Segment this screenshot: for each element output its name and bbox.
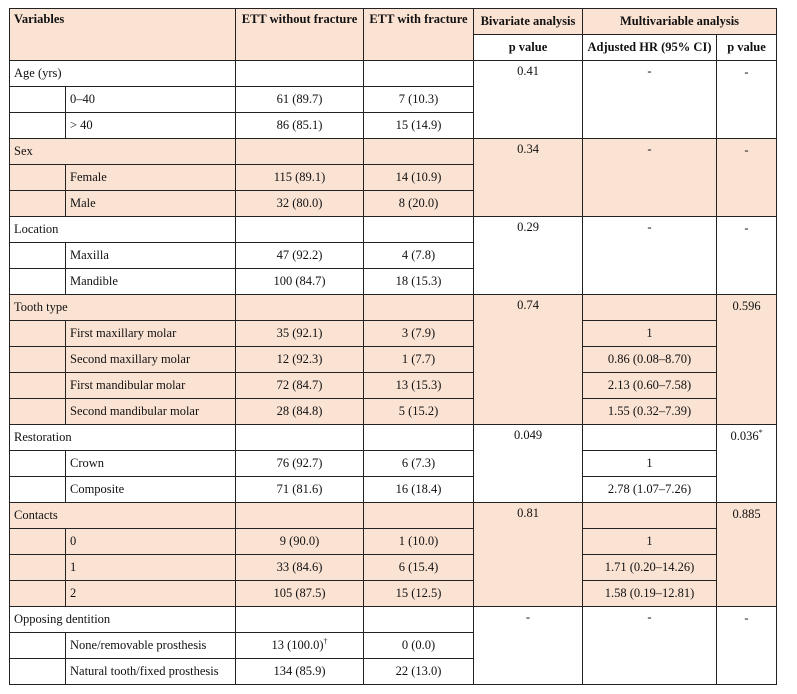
ett-without-fracture-value: 12 (92.3) <box>276 352 323 367</box>
adjusted-hr: - <box>583 217 717 295</box>
bivariate-p-value: 0.41 <box>474 61 583 139</box>
table-row <box>10 555 777 581</box>
adjusted-hr: - <box>583 139 717 217</box>
ett-without-fracture-cell <box>236 581 364 607</box>
table-row <box>10 373 777 399</box>
ett-with-fracture-value: 18 (15.3) <box>364 269 474 295</box>
indent-cell <box>10 373 66 399</box>
ett-without-fracture-value: 76 (92.7) <box>276 456 323 471</box>
ett-with-fracture-value: 5 (15.2) <box>364 399 474 425</box>
adjusted-hr: - <box>583 607 717 685</box>
header-multivariable-analysis: Multivariable analysis <box>583 9 777 35</box>
adjusted-hr: - <box>583 61 717 139</box>
row-label: Maxilla <box>66 243 236 269</box>
ett-with-fracture-value: 16 (18.4) <box>364 477 474 503</box>
ett-without-fracture-value: 115 (89.1) <box>273 170 326 185</box>
row-label: Natural tooth/fixed prosthesis <box>66 659 236 685</box>
multivariable-p-value: 0.885 <box>732 507 761 522</box>
indent-cell <box>10 191 66 217</box>
row-label: Second mandibular molar <box>66 399 236 425</box>
indent-cell <box>10 165 66 191</box>
table-row <box>10 321 777 347</box>
group-row <box>10 217 777 243</box>
multivariable-p-value: 0.596 <box>732 299 761 314</box>
row-label: Crown <box>66 451 236 477</box>
group-row <box>10 139 777 165</box>
hr-empty-cell <box>583 295 717 321</box>
group-label: Contacts <box>10 503 236 529</box>
group-label: Opposing dentition <box>10 607 236 633</box>
group-label: Location <box>10 217 236 243</box>
table-row <box>10 399 777 425</box>
adjusted-hr-value: 1 <box>583 451 717 477</box>
row-label: First maxillary molar <box>66 321 236 347</box>
group-empty-cell <box>236 503 364 529</box>
adjusted-hr-value: 0.86 (0.08–8.70) <box>583 347 717 373</box>
hr-empty-cell <box>583 425 717 451</box>
ett-without-fracture-cell <box>236 87 364 113</box>
group-empty-cell <box>236 607 364 633</box>
row-label: Second maxillary molar <box>66 347 236 373</box>
header-bivariate-analysis: Bivariate analysis <box>474 9 583 35</box>
ett-with-fracture-value: 8 (20.0) <box>364 191 474 217</box>
ett-with-fracture-value: 3 (7.9) <box>364 321 474 347</box>
multivariable-p-value: - <box>744 611 749 626</box>
group-empty-cell <box>236 139 364 165</box>
ett-with-fracture-value: 6 (15.4) <box>364 555 474 581</box>
ett-without-fracture-cell <box>236 321 364 347</box>
ett-with-fracture-value: 4 (7.8) <box>364 243 474 269</box>
bivariate-p-value: 0.81 <box>474 503 583 607</box>
multivariable-p-value: - <box>744 65 749 80</box>
ett-without-fracture-value: 47 (92.2) <box>276 248 323 263</box>
ett-with-fracture-value: 15 (14.9) <box>364 113 474 139</box>
table-row <box>10 477 777 503</box>
indent-cell <box>10 269 66 295</box>
ett-without-fracture-cell <box>236 243 364 269</box>
ett-with-fracture-value: 13 (15.3) <box>364 373 474 399</box>
ett-with-fracture-value: 1 (10.0) <box>364 529 474 555</box>
bivariate-p-value: 0.34 <box>474 139 583 217</box>
indent-cell <box>10 87 66 113</box>
indent-cell <box>10 529 66 555</box>
ett-without-fracture-value: 35 (92.1) <box>276 326 323 341</box>
ett-without-fracture-cell <box>236 165 364 191</box>
adjusted-hr-value: 1.71 (0.20–14.26) <box>583 555 717 581</box>
ett-with-fracture-value: 22 (13.0) <box>364 659 474 685</box>
indent-cell <box>10 321 66 347</box>
header-adjusted-hr: Adjusted HR (95% CI) <box>583 35 717 61</box>
ett-with-fracture-value: 0 (0.0) <box>364 633 474 659</box>
group-row <box>10 607 777 633</box>
header-ett-without-fracture: ETT without fracture <box>236 9 364 61</box>
multivariable-p-value: - <box>744 221 749 236</box>
table-row <box>10 347 777 373</box>
row-label: Mandible <box>66 269 236 295</box>
adjusted-hr-value: 1 <box>583 529 717 555</box>
indent-cell <box>10 633 66 659</box>
group-empty-cell <box>364 217 474 243</box>
group-empty-cell <box>364 503 474 529</box>
indent-cell <box>10 113 66 139</box>
row-label: Composite <box>66 477 236 503</box>
row-label: 2 <box>66 581 236 607</box>
group-empty-cell <box>236 295 364 321</box>
group-label: Tooth type <box>10 295 236 321</box>
ett-without-fracture-value: 72 (84.7) <box>276 378 323 393</box>
ett-with-fracture-value: 14 (10.9) <box>364 165 474 191</box>
row-label: Male <box>66 191 236 217</box>
group-label: Age (yrs) <box>10 61 236 87</box>
adjusted-hr-value: 1.58 (0.19–12.81) <box>583 581 717 607</box>
bivariate-p-value: - <box>474 607 583 685</box>
ett-without-fracture-value: 9 (90.0) <box>279 534 320 549</box>
ett-without-fracture-cell <box>236 191 364 217</box>
header-ett-with-fracture: ETT with fracture <box>364 9 474 61</box>
ett-with-fracture-value: 1 (7.7) <box>364 347 474 373</box>
row-label: 0 <box>66 529 236 555</box>
multivariable-p-value: 0.036 <box>730 429 759 444</box>
ett-without-fracture-cell <box>236 659 364 685</box>
ett-without-fracture-value: 33 (84.6) <box>276 560 323 575</box>
multivariable-p-cell <box>717 503 777 607</box>
group-label: Sex <box>10 139 236 165</box>
indent-cell <box>10 581 66 607</box>
results-table <box>9 8 777 685</box>
indent-cell <box>10 347 66 373</box>
ett-without-fracture-cell <box>236 347 364 373</box>
group-row <box>10 503 777 529</box>
indent-cell <box>10 477 66 503</box>
adjusted-hr-value: 1 <box>583 321 717 347</box>
indent-cell <box>10 451 66 477</box>
ett-without-fracture-value: 105 (87.5) <box>273 586 326 601</box>
group-row <box>10 295 777 321</box>
row-label: 1 <box>66 555 236 581</box>
ett-without-fracture-cell <box>236 477 364 503</box>
bivariate-p-value: 0.29 <box>474 217 583 295</box>
header-multivariable-p-value: p value <box>717 35 777 61</box>
group-empty-cell <box>364 295 474 321</box>
ett-without-fracture-cell <box>236 451 364 477</box>
ett-without-fracture-value: 100 (84.7) <box>273 274 326 289</box>
multivariable-p-cell <box>717 295 777 425</box>
multivariable-p-cell <box>717 139 777 217</box>
header-bivariate-p-value: p value <box>474 35 583 61</box>
multivariable-p-cell <box>717 607 777 685</box>
group-empty-cell <box>364 607 474 633</box>
ett-without-fracture-cell <box>236 113 364 139</box>
ett-without-fracture-value: 32 (80.0) <box>276 196 323 211</box>
ett-without-fracture-value: 86 (85.1) <box>276 118 323 133</box>
ett-without-fracture-value: 61 (89.7) <box>276 92 323 107</box>
indent-cell <box>10 243 66 269</box>
hr-empty-cell <box>583 503 717 529</box>
ett-without-fracture-cell <box>236 555 364 581</box>
ett-with-fracture-value: 6 (7.3) <box>364 451 474 477</box>
ett-without-fracture-cell <box>236 269 364 295</box>
table-row <box>10 451 777 477</box>
ett-without-fracture-cell <box>236 529 364 555</box>
multivariable-p-cell <box>717 425 777 503</box>
row-label: First mandibular molar <box>66 373 236 399</box>
group-empty-cell <box>236 217 364 243</box>
indent-cell <box>10 399 66 425</box>
ett-without-fracture-cell <box>236 399 364 425</box>
ett-without-fracture-cell <box>236 633 364 659</box>
ett-with-fracture-value: 7 (10.3) <box>364 87 474 113</box>
adjusted-hr-value: 2.78 (1.07–7.26) <box>583 477 717 503</box>
multivariable-p-cell <box>717 217 777 295</box>
group-label: Restoration <box>10 425 236 451</box>
group-empty-cell <box>236 61 364 87</box>
bivariate-p-value: 0.049 <box>474 425 583 503</box>
ett-without-fracture-cell <box>236 373 364 399</box>
group-empty-cell <box>364 139 474 165</box>
row-label: > 40 <box>66 113 236 139</box>
adjusted-hr-value: 1.55 (0.32–7.39) <box>583 399 717 425</box>
group-empty-cell <box>236 425 364 451</box>
ett-without-fracture-value: 134 (85.9) <box>273 664 326 679</box>
group-empty-cell <box>364 425 474 451</box>
header-variables: Variables <box>10 9 236 61</box>
table-row <box>10 529 777 555</box>
ett-without-fracture-value: 28 (84.8) <box>276 404 323 419</box>
multivariable-p-cell <box>717 61 777 139</box>
footnote-marker: * <box>758 428 763 437</box>
bivariate-p-value: 0.74 <box>474 295 583 425</box>
ett-without-fracture-value: 13 (100.0) <box>271 638 324 653</box>
group-empty-cell <box>364 61 474 87</box>
group-row <box>10 61 777 87</box>
row-label: None/removable prosthesis <box>66 633 236 659</box>
indent-cell <box>10 659 66 685</box>
row-label: Female <box>66 165 236 191</box>
ett-without-fracture-value: 71 (81.6) <box>276 482 323 497</box>
adjusted-hr-value: 2.13 (0.60–7.58) <box>583 373 717 399</box>
footnote-marker: † <box>323 637 328 647</box>
group-row <box>10 425 777 451</box>
table-row <box>10 581 777 607</box>
row-label: 0–40 <box>66 87 236 113</box>
indent-cell <box>10 555 66 581</box>
multivariable-p-value: - <box>744 143 749 158</box>
ett-with-fracture-value: 15 (12.5) <box>364 581 474 607</box>
